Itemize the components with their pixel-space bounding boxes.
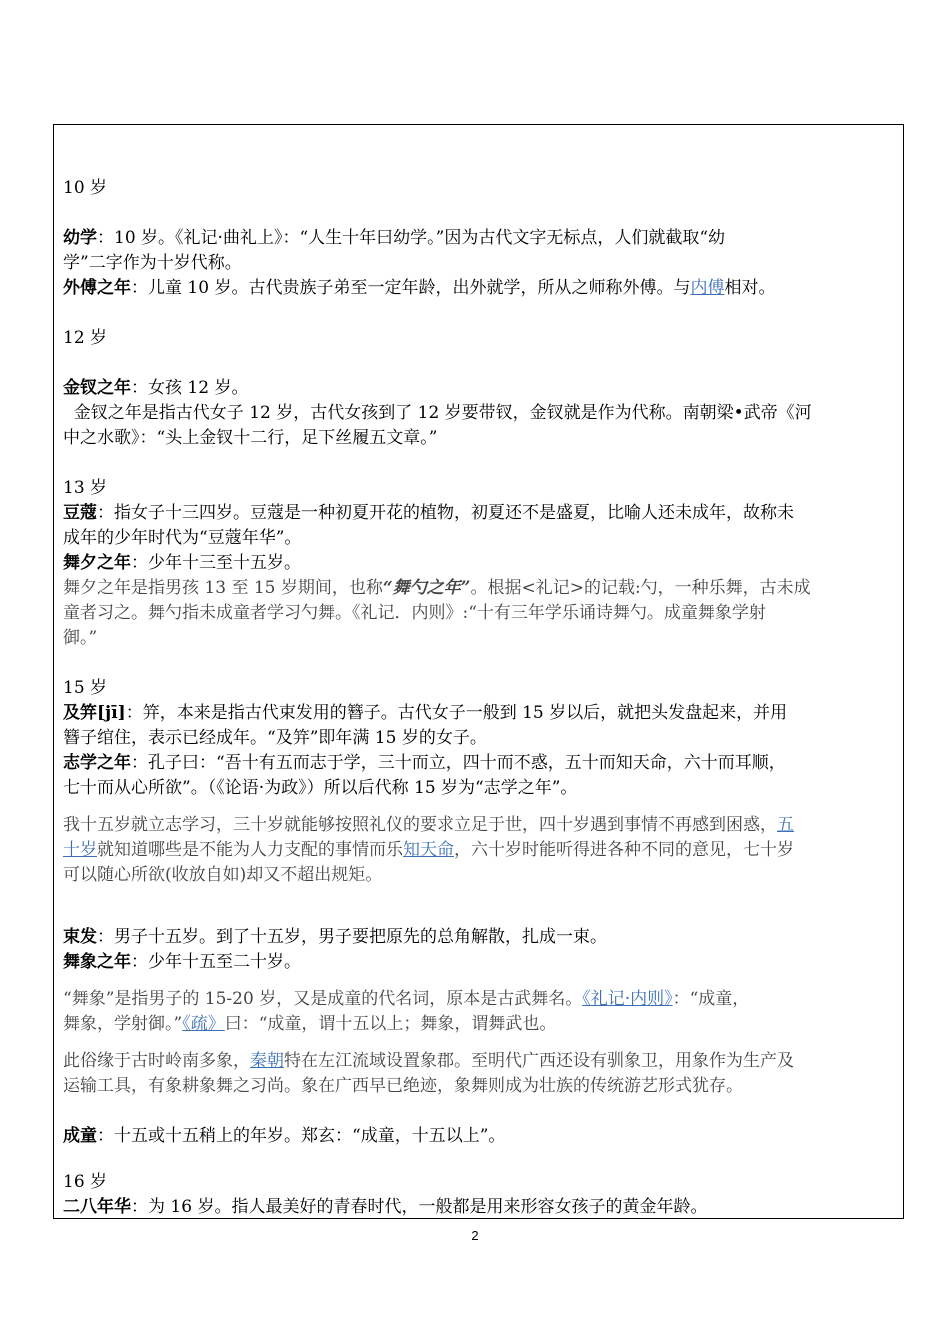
youxue-line-1 <box>63 226 898 251</box>
doukou-term: 豆蔻 <box>63 503 97 523</box>
explain-text-2b: ，六十岁时能听得进各种不同的意见，七十岁 <box>454 840 794 860</box>
wuxiang-desc-2 <box>63 1012 898 1037</box>
erba-line <box>63 1195 898 1220</box>
waifu-tail: 相对。 <box>724 278 776 298</box>
wuxiang-line <box>63 950 898 975</box>
jiji-term: 及笄[jī] <box>63 703 126 723</box>
zhixue-line-1 <box>63 751 898 776</box>
waifu-text: ：儿童 10 岁。古代贵族子弟至一定年龄，出外就学，所从之师称外傅。与 <box>131 278 691 298</box>
wuxiang-desc-d: 曰：“成童，谓十五以上；舞象，谓舞武也。 <box>224 1014 557 1034</box>
shu-link[interactable]: 《疏》 <box>182 1014 225 1034</box>
explain-line-2 <box>63 838 898 863</box>
jinchai-term: 金钗之年 <box>63 378 131 398</box>
neifu-link[interactable]: 内傅 <box>690 278 725 298</box>
wuxi-line <box>63 551 898 576</box>
custom-line-2: 运输工具，有象耕象舞之习尚。象在广西早已绝迹，象舞则成为壮族的传统游艺形式犹存。 <box>63 1076 743 1096</box>
chengtong-text: ：十五或十五稍上的年岁。郑玄：“成童，十五以上”。 <box>97 1126 506 1146</box>
wushi-link-a[interactable]: 五 <box>777 815 794 835</box>
custom-text-b: 特在左江流域设置象郡。至明代广西还设有驯象卫，用象作为生产及 <box>284 1051 794 1071</box>
zhixue-term: 志学之年 <box>63 753 131 773</box>
jinchai-desc-2: 中之水歌》：“头上金钗十二行，足下丝履五文章。” <box>63 428 438 448</box>
youxue-text: ：10 岁。《礼记·曲礼上》：“人生十年曰幼学。”因为古代文字无标点，人们就截取“幼 <box>97 228 726 248</box>
jinchai-line <box>63 376 898 401</box>
wuxi-desc-b: 。根据<礼记>的记载:勺，一种乐舞，古未成 <box>470 578 811 598</box>
wuxiang-term: 舞象之年 <box>63 952 131 972</box>
erba-text: ：为 16 岁。指人最美好的青春时代，一般都是用来形容女孩子的黄金年龄。 <box>131 1197 708 1217</box>
custom-line-1 <box>63 1049 898 1074</box>
wushi-link-b[interactable]: 十岁 <box>63 840 97 860</box>
doukou-line-1 <box>63 501 898 526</box>
wuxi-term: 舞夕之年 <box>63 553 131 573</box>
jinchai-text: ：女孩 12 岁。 <box>131 378 249 398</box>
age15-heading: 15 岁 <box>63 678 108 698</box>
qinchao-link[interactable]: 秦朝 <box>250 1051 284 1071</box>
jiji-text: ：笄，本来是指古代束发用的簪子。古代女子一般到 15 岁以后，就把头发盘起来，并用 <box>125 703 788 723</box>
wuxiang-desc-a: “舞象”是指男子的 15-20 岁，又是成童的代名词，原本是古武舞名。 <box>63 989 583 1009</box>
erba-term: 二八年华 <box>63 1197 131 1217</box>
jiji-line-2: 簪子绾住，表示已经成年。“及笄”即年满 15 岁的女子。 <box>63 728 487 748</box>
youxue-term: 幼学 <box>63 228 97 248</box>
custom-text-a: 此俗缘于古时岭南多象， <box>63 1051 250 1071</box>
page-number: 2 <box>471 1228 479 1243</box>
wuxi-desc-3: 御。” <box>63 628 98 648</box>
zhixue-line-2: 七十而从心所欲”。（《论语·为政》）所以后代称 15 岁为“志学之年”。 <box>63 778 578 798</box>
jinchai-desc-1: 金钗之年是指古代女子 12 岁，古代女孩到了 12 岁要带钗，金钗就是作为代称。南朝梁•武帝《河 <box>63 403 812 423</box>
doukou-line-2: 成年的少年时代为“豆蔻年华”。 <box>63 528 302 548</box>
explain-line-3: 可以随心所欲(收放自如)却又不超出规矩。 <box>63 865 383 885</box>
wuxi-desc-1 <box>63 576 898 601</box>
wuxiang-desc-c: 舞象，学射御。” <box>63 1014 183 1034</box>
youxue-line-2: 学”二字作为十岁代称。 <box>63 253 242 273</box>
zhitianming-link[interactable]: 知天命 <box>403 840 454 860</box>
chengtong-line <box>63 1124 898 1149</box>
explain-line-1 <box>63 813 898 838</box>
liji-neize-link[interactable]: 《礼记·内则》 <box>582 989 673 1009</box>
wushao-term: “舞勺之年” <box>382 578 471 598</box>
age13-heading: 13 岁 <box>63 478 108 498</box>
wuxiang-desc-1 <box>63 987 898 1012</box>
shufa-line <box>63 925 898 950</box>
explain-text-1: 我十五岁就立志学习，三十岁就能够按照礼仪的要求立足于世，四十岁遇到事情不再感到困惑， <box>63 815 777 835</box>
shufa-text: ：男子十五岁。到了十五岁，男子要把原先的总角解散，扎成一束。 <box>97 927 607 947</box>
zhixue-text: ：孔子曰：“吾十有五而志于学，三十而立，四十而不惑，五十而知天命，六十而耳顺， <box>131 753 786 773</box>
shufa-term: 束发 <box>63 927 97 947</box>
wuxiang-text: ：少年十五至二十岁。 <box>131 952 301 972</box>
wuxi-text: ：少年十三至十五岁。 <box>131 553 301 573</box>
age10-heading: 10 岁 <box>63 178 108 198</box>
wuxi-desc-a: 舞夕之年是指男孩 13 至 15 岁期间，也称 <box>63 578 383 598</box>
age16-heading: 16 岁 <box>63 1172 108 1192</box>
jiji-line-1 <box>63 701 898 726</box>
wuxi-desc-2: 童者习之。舞勺指未成童者学习勺舞。《礼记．内则》:“十有三年学乐诵诗舞勺。成童舞象学射 <box>63 603 766 623</box>
age12-heading: 12 岁 <box>63 328 108 348</box>
waifu-line <box>63 276 898 301</box>
waifu-term: 外傅之年 <box>63 278 131 298</box>
wuxiang-desc-b: ：“成童， <box>672 989 750 1009</box>
explain-text-2a: 就知道哪些是不能为人力支配的事情而乐 <box>97 840 403 860</box>
doukou-text: ：指女子十三四岁。豆蔻是一种初夏开花的植物，初夏还不是盛夏，比喻人还未成年，故称未 <box>97 503 794 523</box>
chengtong-term: 成童 <box>63 1126 97 1146</box>
